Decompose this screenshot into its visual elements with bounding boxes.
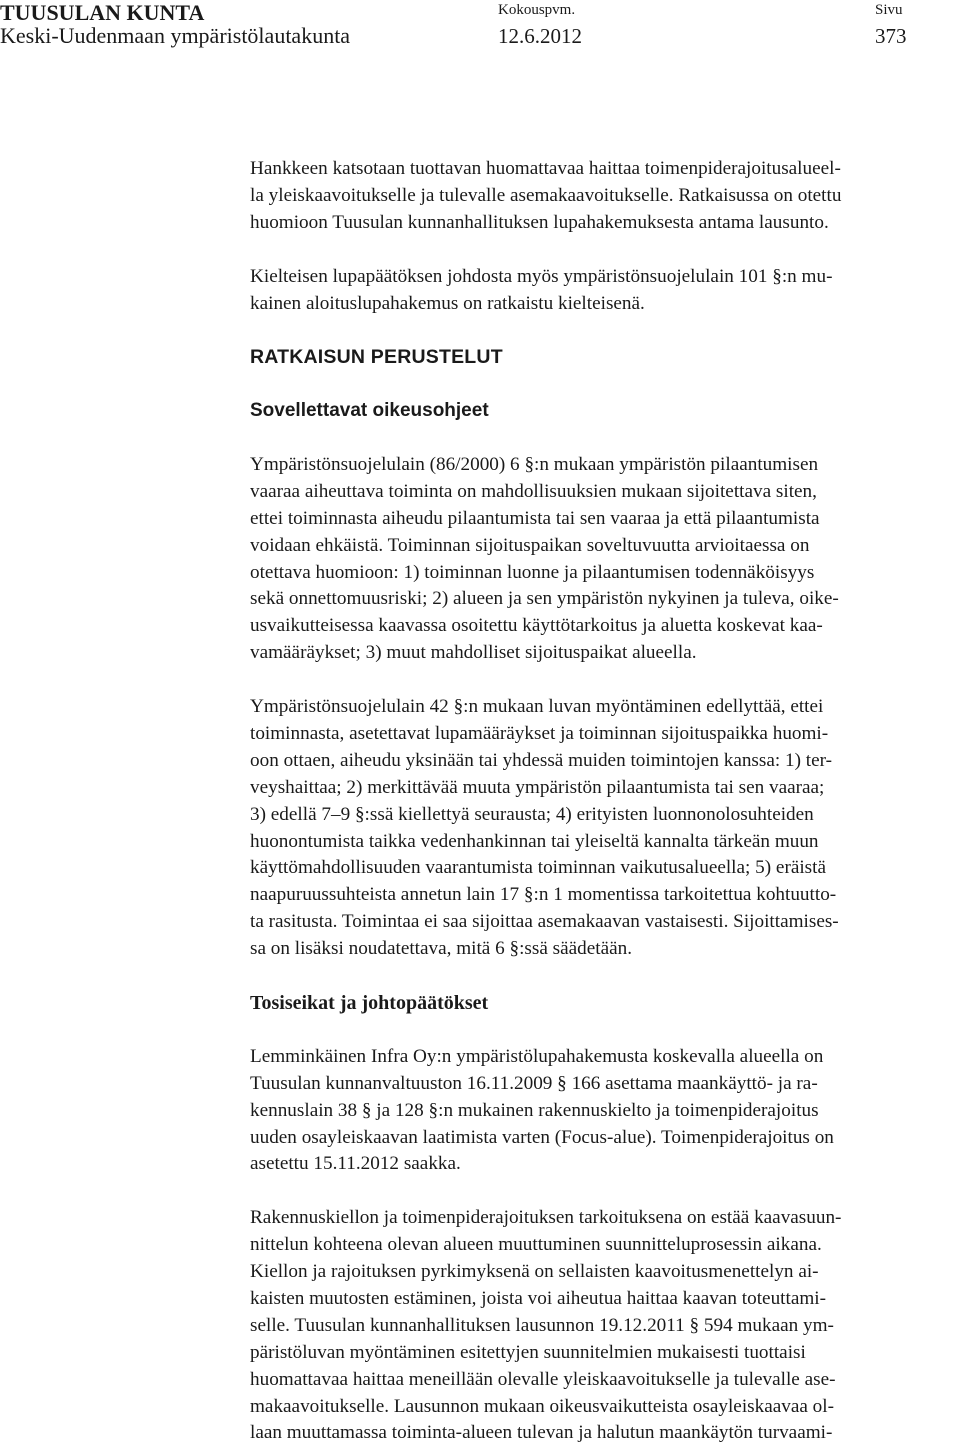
meeting-date: 12.6.2012 [498, 24, 582, 48]
text-line: nittelun kohteena olevan alueen muuttuminen suunnitteluprosessin aikana. [250, 1234, 822, 1256]
page-number: 373 [875, 24, 907, 48]
text-line: huomioon Tuusulan kunnanhallituksen lupahakemuksesta antama lausunto. [250, 211, 829, 233]
document-body [250, 156, 958, 1447]
text-line: toiminnasta, asetettavat lupamääräykset ja toiminnan sijoituspaikka huomi- [250, 722, 829, 744]
paragraph-hankkeen [250, 156, 958, 237]
text-line: la yleiskaavoitukselle ja tulevalle asemakaavoitukselle. Ratkaisussa on otettu [250, 184, 842, 206]
section-heading-ratkaisun-perustelut: RATKAISUN PERUSTELUT [250, 346, 503, 369]
text-line: Tuusulan kunnanvaltuuston 16.11.2009 § 166 asettama maankäyttö- ja ra- [250, 1072, 818, 1094]
text-line: käyttömahdollisuuden vaarantumista toiminnan vaikutusalueella; 5) eräistä [250, 857, 826, 879]
text-line: sa on lisäksi noudatettava, mitä 6 §:ssä säädetään. [250, 938, 633, 960]
subheading-tosiseikat-ja-johtopaatokset: Tosiseikat ja johtopäätökset [250, 992, 489, 1014]
meeting-date-label: Kokouspvm. [498, 2, 576, 18]
text-line: kainen aloituslupahakemus on ratkaistu kielteisenä. [250, 292, 645, 314]
text-line: sekä onnettomuusriski; 2) alueen ja sen ympäristön nykyinen ja tuleva, oike- [250, 588, 839, 610]
paragraph-lemminkainen [250, 1044, 958, 1179]
text-line: Hankkeen katsotaan tuottavan huomattavaa haittaa toimenpiderajoitusalueel- [250, 158, 841, 179]
text-line: Kiellon ja rajoituksen pyrkimyksenä on sellaisten kaavoitusmenettelyn ai- [250, 1261, 819, 1283]
text-line: 3) edellä 7–9 §:ssä kiellettyä seurausta; 4) erityisten luonnonolosuhteiden [250, 803, 814, 825]
text-line: kaisten muutosten estäminen, joista voi aiheutua haittaa kaavan toteuttami- [250, 1287, 826, 1309]
text-line: otettava huomioon: 1) toiminnan luonne ja pilaantumisen todennäköisyys [250, 561, 815, 583]
text-line: makaavoitukselle. Lausunnon mukaan oikeusvaikutteista osayleiskaavaa ol- [250, 1395, 834, 1417]
paragraph-6-pykala [250, 452, 958, 667]
text-line: selle. Tuusulan kunnanhallituksen lausunnon 19.12.2011 § 594 mukaan ym- [250, 1314, 834, 1336]
text-line: huomattavaa haittaa meneillään olevalle yleiskaavoitukselle ja tulevalle ase- [250, 1368, 836, 1390]
paragraph-kielteisen [250, 264, 958, 318]
text-line: kennuslain 38 § ja 128 §:n mukainen rakennuskielto ja toimenpiderajoitus [250, 1099, 819, 1121]
text-line: asetettu 15.11.2012 saakka. [250, 1153, 461, 1175]
paragraph-42-pykala [250, 694, 958, 963]
text-line: huonontumista taikka vedenhankinnan tai yleiseltä kannalta tärkeän muun [250, 830, 819, 852]
committee-name: Keski-Uudenmaan ympäristölautakunta [0, 23, 351, 48]
paragraph-rakennuskiellon [250, 1205, 958, 1447]
text-line: oon ottaen, aiheudu yksinään tai yhdessä muiden toimintojen kanssa: 1) ter- [250, 749, 833, 771]
text-line: Ympäristönsuojelulain 42 §:n mukaan luvan myöntäminen edellyttää, ettei [250, 696, 824, 718]
text-line: Lemminkäinen Infra Oy:n ympäristölupahakemusta koskevalla alueella on [250, 1045, 824, 1067]
text-line: laan muuttamassa toiminta-alueen tulevan ja halutun maankäytön turvaami- [250, 1422, 833, 1444]
text-line: uuden osayleiskaavan laatimista varten (Focus-alue). Toimenpiderajoitus on [250, 1126, 834, 1148]
text-line: ta rasitusta. Toimintaa ei saa sijoittaa asemakaavan vastaisesti. Sijoittamises- [250, 911, 839, 933]
text-line: usvaikutteisessa kaavassa osoitettu käyttötarkoitus ja aluetta koskevat kaa- [250, 615, 823, 637]
text-line: Ympäristönsuojelulain (86/2000) 6 §:n mukaan ympäristön pilaantumisen [250, 453, 819, 475]
text-line: naapuruussuhteista annetun lain 17 §:n 1 momentissa tarkoitettua kohtuutto- [250, 884, 837, 906]
text-line: veyshaittaa; 2) merkittävää muuta ympäristön pilaantumista tai sen vaaraa; [250, 776, 825, 798]
text-line: Kielteisen lupapäätöksen johdosta myös ympäristönsuojelulain 101 §:n mu- [250, 265, 833, 287]
text-line: ettei toiminnasta aiheudu pilaantumista tai sen vaaraa ja että pilaantumista [250, 507, 820, 529]
text-line: päristöluvan myöntäminen esitettyjen suunnitelmien mukaisesti tuottaisi [250, 1341, 806, 1363]
subheading-sovellettavat-oikeusohjeet: Sovellettavat oikeusohjeet [250, 400, 489, 422]
text-line: vaaraa aiheuttava toiminta on mahdollisuuksien mukaan sijoitettava siten, [250, 480, 817, 502]
page-label: Sivu [875, 2, 903, 18]
text-line: vamääräykset; 3) muut mahdolliset sijoituspaikat alueella. [250, 642, 697, 664]
text-line: voidaan ehkäistä. Toiminnan sijoituspaikan soveltuvuutta arvioitaessa on [250, 534, 810, 556]
organization-name: TUUSULAN KUNTA [0, 0, 205, 25]
text-line: Rakennuskiellon ja toimenpiderajoituksen tarkoituksena on estää kaavasuun- [250, 1207, 842, 1229]
